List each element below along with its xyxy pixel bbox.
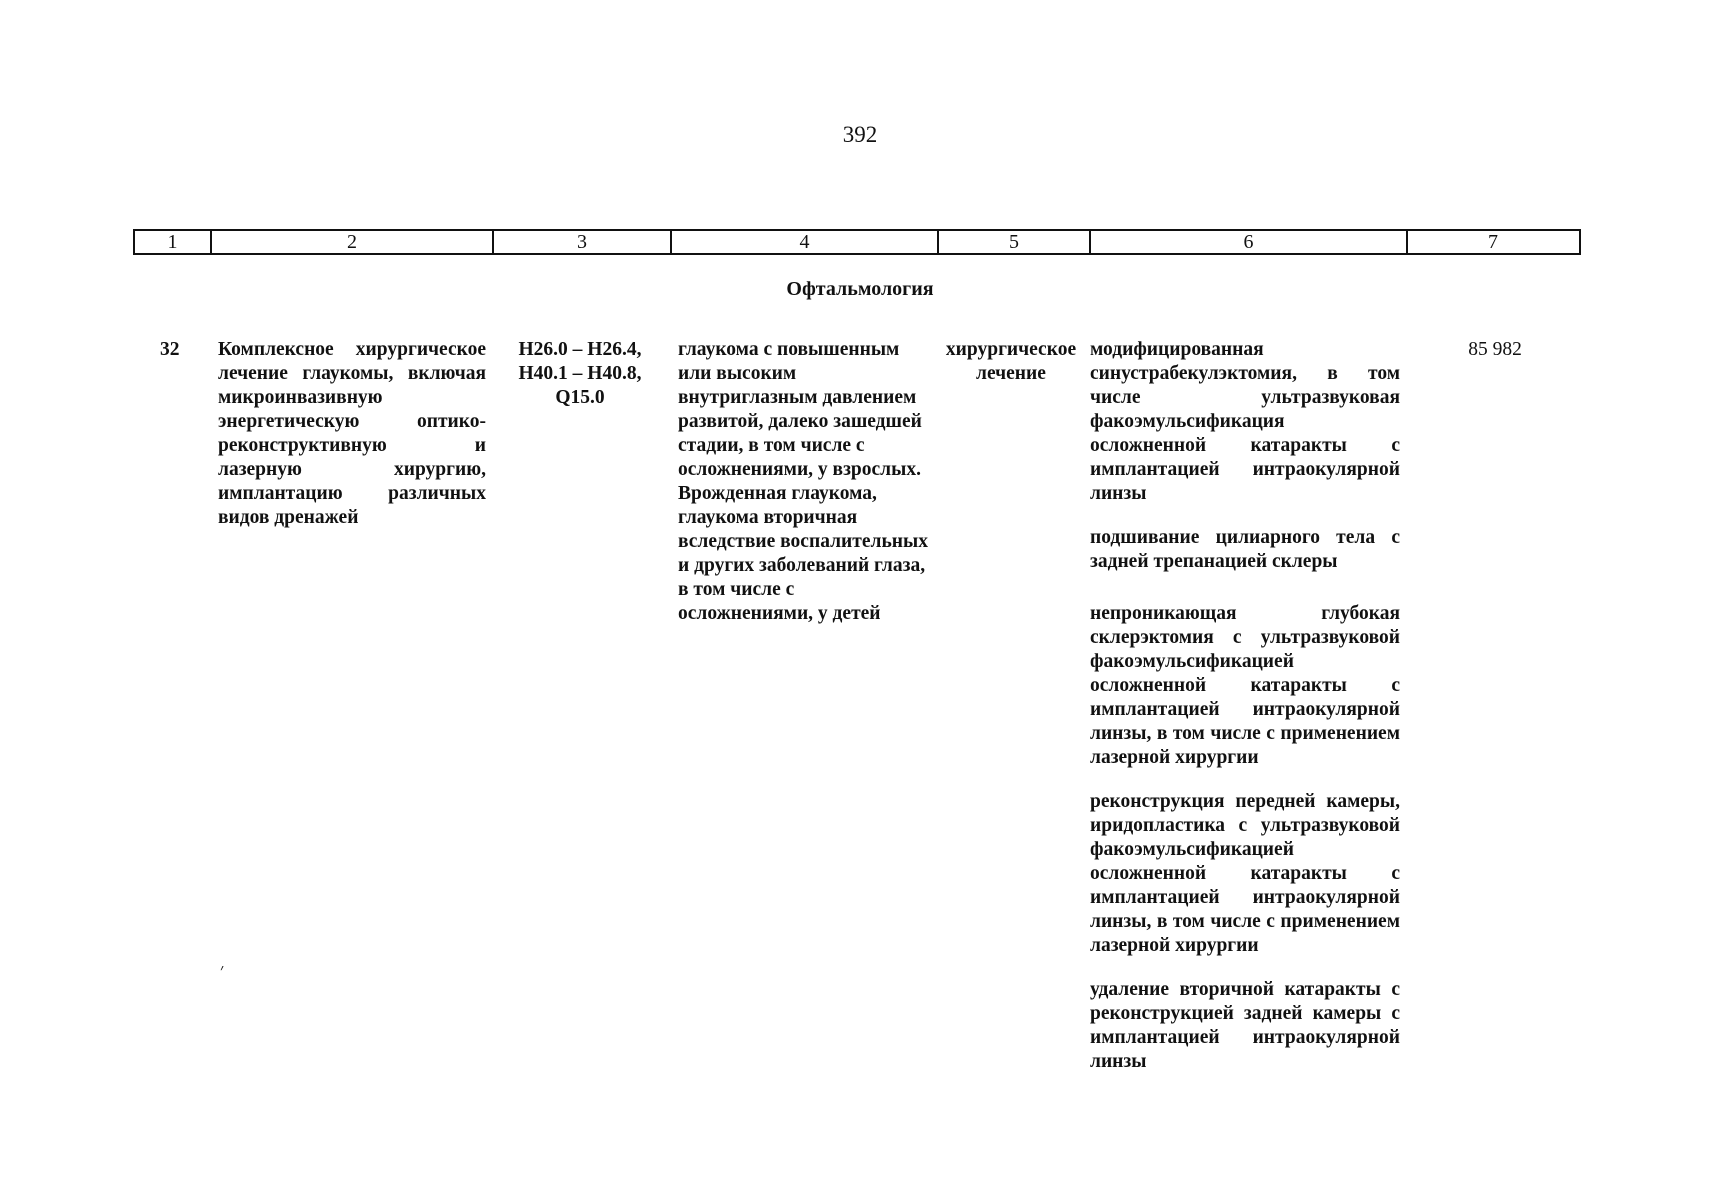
- method-item: непроникающая глубокая склерэктомия с ультразвуковой факоэмульсификацией осложненной катаракты с имплантацией интраокулярной линзы, в том числе с применением лазерной хирургии: [1090, 603, 1400, 768]
- row-cost: 85 982: [1468, 339, 1522, 360]
- row-treatment-type: хирургическое лечение: [945, 339, 1077, 384]
- header-col-5: 5: [939, 231, 1091, 253]
- method-item: подшивание цилиарного тела с задней трепанацией склеры: [1090, 527, 1400, 572]
- row-number: 32: [160, 339, 180, 360]
- row-name: Комплексное хирургическое лечение глаукомы, включая микроинвазивную энергетическую оптико-реконструктивную и лазерную хирургию, имплантацию различных видов дренажей: [218, 339, 486, 528]
- method-item: удаление вторичной катаракты с реконструкцией задней камеры с имплантацией интраокулярной линзы: [1090, 979, 1400, 1072]
- method-item: реконструкция передней камеры, иридопластика с ультразвуковой факоэмульсификацией осложненной катаракты с имплантацией интраокулярной линзы, в том числе с применением лазерной хирургии: [1090, 791, 1400, 956]
- header-col-1: 1: [135, 231, 212, 253]
- stray-mark: ׳: [220, 960, 225, 980]
- method-item: модифицированная синустрабекулэктомия, в том числе ультразвуковая факоэмульсификация осложненной катаракты с имплантацией интраокулярной линзы: [1090, 339, 1400, 504]
- page-number: 392: [842, 122, 878, 147]
- header-col-6: 6: [1091, 231, 1408, 253]
- header-col-3: 3: [494, 231, 672, 253]
- header-col-2: 2: [212, 231, 494, 253]
- header-col-4: 4: [672, 231, 939, 253]
- row-model: глаукома с повышенным или высоким внутриглазным давлением развитой, далеко зашедшей стадии, в том числе с осложнениями, у взрослых. Врожденная глаукома, глаукома вторичная вследствие воспалительных и других заболеваний глаза, в том числе с осложнениями, у детей: [678, 339, 928, 624]
- header-col-7: 7: [1488, 231, 1498, 253]
- column-number-header: [133, 229, 1581, 255]
- row-methods: [1090, 338, 1400, 1094]
- section-title: Офтальмология: [786, 278, 934, 300]
- row-codes: H26.0 – H26.4, H40.1 – H40.8, Q15.0: [518, 339, 642, 408]
